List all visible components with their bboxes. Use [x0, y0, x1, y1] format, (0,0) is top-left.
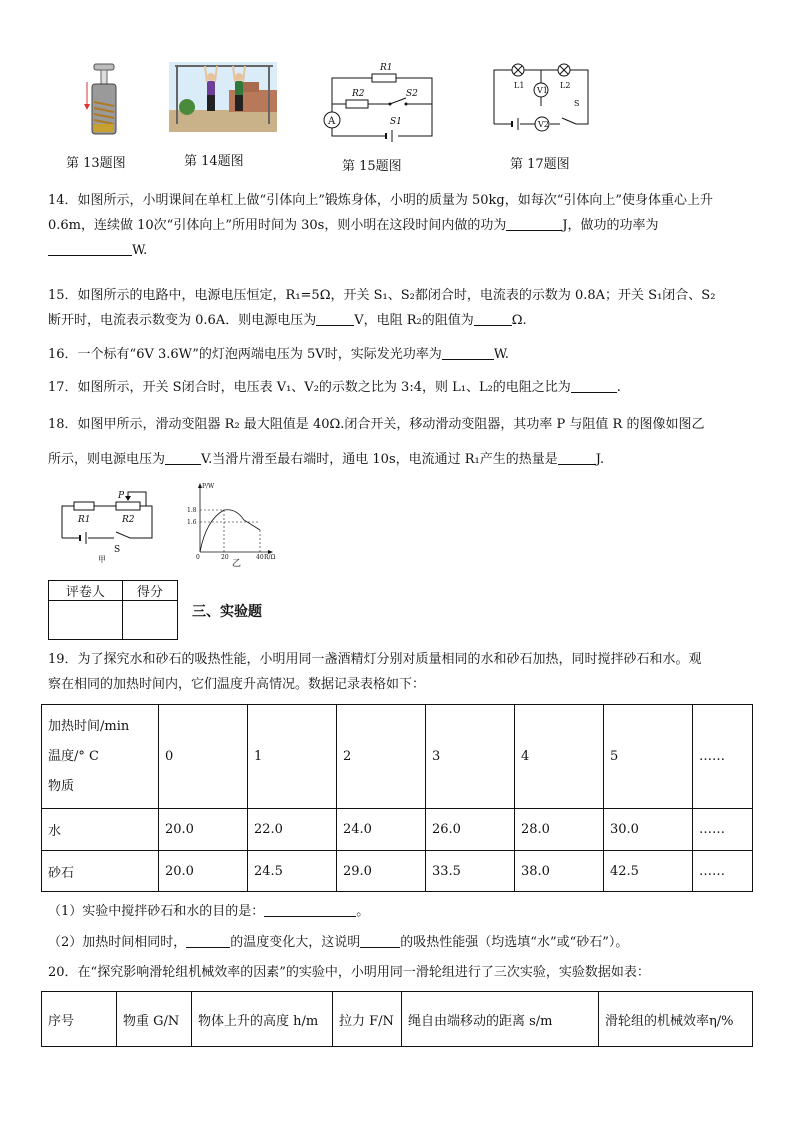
fig18-p-label: P — [118, 491, 125, 501]
q19-col-more: …… — [693, 705, 753, 809]
q15-text-a: 断开时，电流表示数变为 0.6A．则电源电压为 — [48, 313, 317, 328]
q19-water-4: 28.0 — [515, 809, 604, 851]
q14-text-b: J，做功的功率为 — [562, 218, 659, 233]
q19-sand-0: 20.0 — [159, 851, 248, 892]
fig17-v1-label: V1 — [537, 86, 548, 95]
score-box-reviewer-cell[interactable] — [49, 601, 123, 640]
q15-blank-resistance[interactable] — [474, 311, 512, 326]
question-14 — [48, 188, 753, 263]
fig17-v2-label: V2 — [538, 120, 549, 129]
q19-sand-4: 38.0 — [515, 851, 604, 892]
score-box-reviewer-header: 评卷人 — [49, 581, 123, 601]
q19-sand-5: 42.5 — [604, 851, 693, 892]
q19-water-1: 22.0 — [248, 809, 337, 851]
table-row — [42, 851, 753, 892]
q19-sub2-text-b: 的温度变化大，这说明 — [230, 935, 361, 950]
q19-sub2-text-a: （2）加热时间相同时， — [48, 935, 187, 950]
question-20 — [48, 960, 753, 985]
fig15-s1-label: S1 — [390, 117, 402, 127]
figure-13-caption: 第 13题图 — [66, 156, 126, 171]
fig15-r1-label: R1 — [380, 63, 393, 73]
fig18-s-label: S — [114, 545, 121, 555]
q19-sand-3: 33.5 — [426, 851, 515, 892]
q18-text-c: J. — [595, 452, 605, 467]
q19-line-1: 19．为了探究水和砂石的吸热性能，小明用同一盏酒精灯分别对质量相同的水和砂石加热，同时搅拌砂石和水。观 — [48, 652, 702, 667]
q20-header-weight: 物重 G/N — [117, 992, 192, 1047]
q20-header-efficiency: 滑轮组的机械效率η/% — [599, 992, 753, 1047]
q15-line-2 — [48, 308, 753, 333]
fig15-r2-label: R2 — [352, 89, 365, 99]
q19-sand-1: 24.5 — [248, 851, 337, 892]
fig18-jia-label: 甲 — [98, 555, 106, 564]
fig18-graph-x2: 40 — [256, 554, 264, 561]
q14-blank-power[interactable] — [48, 241, 132, 256]
fig18-graph-y2: 1.6 — [187, 519, 197, 526]
q19-header-temp: 温度/° C — [48, 748, 99, 764]
q18-line-1: 18．如图甲所示，滑动变阻器 R₂ 最大阻值是 40Ω.闭合开关，移动滑动变阻器，其功率 P 与阻值 R 的图像如图乙 — [48, 417, 705, 432]
q19-sand-more: …… — [693, 851, 753, 892]
q19-col-4: 4 — [515, 705, 604, 809]
q19-sub-2 — [48, 930, 753, 955]
q19-row-water-label: 水 — [42, 809, 159, 851]
fig18-r2-label: R2 — [122, 515, 135, 525]
q17-text-b: . — [616, 380, 621, 395]
q16-blank-power[interactable] — [442, 345, 494, 360]
fig17-l2-label: L2 — [560, 81, 571, 90]
fig15-s2-label: S2 — [406, 89, 418, 99]
q15-text-b: V，电阻 R₂的阻值为 — [354, 313, 474, 328]
q20-header-distance: 绳自由端移动的距离 s/m — [402, 992, 599, 1047]
figure-18-graph — [184, 480, 276, 572]
fig18-graph-y1: 1.8 — [187, 507, 197, 514]
q20-header-index: 序号 — [42, 992, 117, 1047]
q14-line-2 — [48, 213, 753, 238]
question-17 — [48, 375, 753, 400]
q16-text-b: W. — [493, 347, 509, 362]
q19-col-1: 1 — [248, 705, 337, 809]
figure-13-device — [84, 62, 124, 142]
fig18-graph-axis-x: R/Ω — [264, 554, 276, 561]
q18-text-b: V.当滑片滑至最右端时，通电 10s，电流通过 R₁产生的热量是 — [201, 452, 558, 467]
question-18 — [48, 412, 753, 472]
figure-14-caption: 第 14题图 — [184, 154, 244, 169]
q19-blank-temp-change[interactable] — [186, 933, 230, 948]
q19-col-0: 0 — [159, 705, 248, 809]
q19-col-5: 5 — [604, 705, 693, 809]
fig18-graph-axis-y: P/W — [202, 483, 215, 490]
q14-text-c: W. — [132, 243, 148, 258]
q19-row-sand-label: 砂石 — [42, 851, 159, 892]
fig17-l1-label: L1 — [514, 81, 525, 90]
q19-sub-1 — [48, 899, 753, 924]
q14-blank-work[interactable] — [506, 216, 562, 231]
table-row — [42, 705, 753, 809]
figure-17-circuit — [488, 58, 598, 140]
q18-blank-voltage[interactable] — [165, 450, 201, 465]
q18-text-a: 所示，则电源电压为 — [48, 452, 166, 467]
q19-col-3: 3 — [426, 705, 515, 809]
q19-sub1-text-a: （1）实验中搅拌砂石和水的目的是： — [48, 904, 265, 919]
score-box-score-header: 得分 — [122, 581, 177, 601]
figure-17-caption: 第 17题图 — [510, 157, 570, 172]
q19-sub1-text-b: 。 — [356, 904, 370, 919]
q18-blank-heat[interactable] — [558, 450, 596, 465]
question-16 — [48, 342, 753, 367]
q17-blank-ratio[interactable] — [571, 378, 617, 393]
q19-header-cell — [42, 705, 159, 809]
q19-water-2: 24.0 — [337, 809, 426, 851]
q19-header-substance: 物质 — [48, 778, 75, 794]
q14-line-1: 14．如图所示，小明课间在单杠上做“引体向上”锻炼身体，小明的质量为 50kg，如每次“引体向上”使身体重心上升 — [48, 193, 714, 208]
question-15 — [48, 283, 753, 333]
q14-text-a: 0.6m，连续做 10次“引体向上”所用时间为 30s，则小明在这段时间内做的功为 — [48, 218, 507, 233]
fig15-ammeter-label: A — [328, 116, 336, 127]
q15-line-1: 15．如图所示的电路中，电源电压恒定，R₁=5Ω，开关 S₁、S₂都闭合时，电流表的示数为 0.8A；开关 S₁闭合、S₂ — [48, 288, 716, 303]
fig17-s-label: S — [574, 99, 580, 108]
figure-18-circuit — [58, 486, 158, 566]
q19-water-3: 26.0 — [426, 809, 515, 851]
q19-col-2: 2 — [337, 705, 426, 809]
q18-line-2 — [48, 447, 753, 472]
q20-data-table — [41, 991, 753, 1047]
figure-15-circuit — [320, 58, 440, 148]
table-row — [42, 992, 753, 1047]
q20-header-force: 拉力 F/N — [333, 992, 402, 1047]
table-row — [42, 809, 753, 851]
q20-line-1: 20．在“探究影响滑轮组机械效率的因素”的实验中，小明用同一滑轮组进行了三次实验，实验数据如表： — [48, 965, 650, 980]
q15-blank-voltage[interactable] — [316, 311, 354, 326]
q16-text-a: 16．一个标有“6V 3.6W”的灯泡两端电压为 5V时，实际发光功率为 — [48, 347, 442, 362]
q14-line-3 — [48, 238, 753, 263]
q19-header-time: 加热时间/min — [48, 718, 130, 734]
q19-water-5: 30.0 — [604, 809, 693, 851]
q19-sub2-text-c: 的吸热性能强（均选填“水”或“砂石”）。 — [400, 935, 629, 950]
q19-blank-heat-absorb[interactable] — [360, 933, 400, 948]
q19-water-more: …… — [693, 809, 753, 851]
section-3-title: 三、实验题 — [192, 604, 262, 620]
q19-sand-2: 29.0 — [337, 851, 426, 892]
q19-data-table — [41, 704, 753, 892]
q15-text-c: Ω. — [511, 313, 527, 328]
fig18-graph-x1: 20 — [221, 554, 229, 561]
q19-blank-purpose[interactable] — [264, 902, 356, 917]
figure-14-photo — [169, 62, 277, 132]
question-19 — [48, 647, 753, 697]
q19-line-2: 察在相同的加热时间内，它们温度升高情况。数据记录表格如下： — [48, 677, 426, 692]
figure-15-caption: 第 15题图 — [342, 159, 402, 174]
fig18-r1-label: R1 — [78, 515, 91, 525]
q19-water-0: 20.0 — [159, 809, 248, 851]
q17-text-a: 17．如图所示，开关 S闭合时，电压表 V₁、V₂的示数之比为 3:4，则 L₁、L₂的电阻之比为 — [48, 380, 571, 395]
fig18-graph-x0: 0 — [196, 554, 200, 561]
q20-header-height: 物体上升的高度 h/m — [192, 992, 333, 1047]
score-box-score-cell[interactable] — [122, 601, 177, 640]
fig18-yi-label: 乙 — [232, 559, 242, 569]
score-box — [48, 580, 178, 640]
